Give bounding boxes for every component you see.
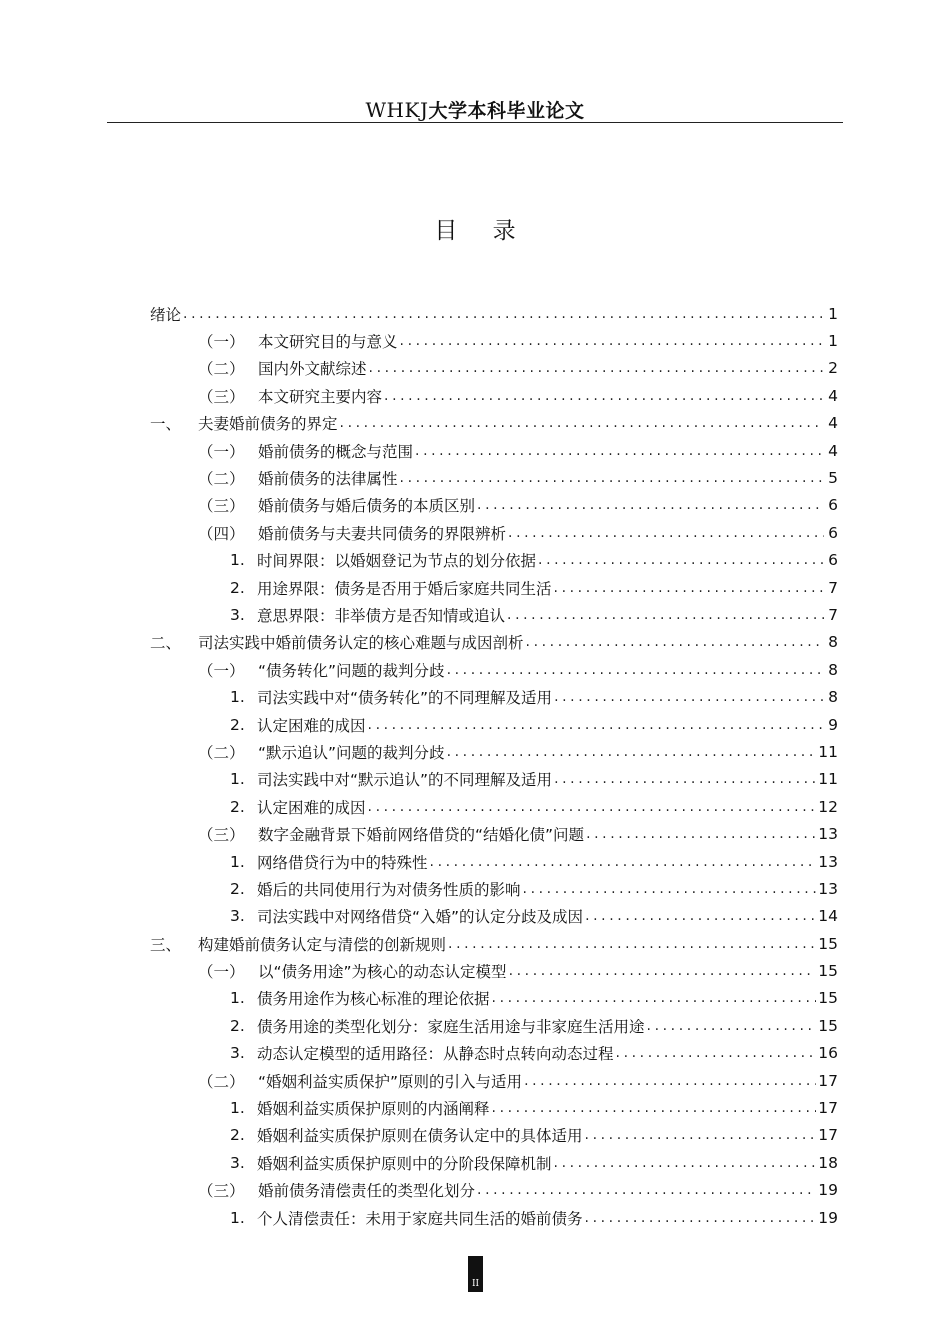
header-rule [107,122,843,123]
toc-entry[interactable] [150,547,838,574]
toc-entry-page: 1 [828,304,838,323]
toc-entry-number: 2. [230,879,245,898]
toc-entry-title: “债务转化”问题的裁判分歧 [258,661,445,680]
toc-entry-page: 17 [818,1126,838,1145]
toc-entry-title: 构建婚前债务认定与清偿的创新规则 [198,935,447,954]
toc-entry[interactable] [150,820,838,847]
toc-entry[interactable] [150,683,838,710]
toc-entry-number: （三） [198,826,245,845]
toc-entry-number: （一） [198,963,245,982]
toc-leader-dots [586,827,816,841]
toc-entry-page: 19 [818,1181,838,1200]
toc-entry-page: 8 [828,688,838,707]
toc-entry-number: 2. [230,1126,245,1145]
toc-entry-page: 13 [818,825,838,844]
toc-leader-dots [554,772,816,786]
toc-entry-title: 司法实践中对“默示追认”的不同理解及适用 [257,771,553,790]
page-header [0,96,950,123]
toc-entry[interactable] [150,1012,838,1039]
toc-entry-title: 数字金融背景下婚前网络借贷的“结婚化债”问题 [258,826,585,845]
toc-entry[interactable] [150,766,838,793]
toc-entry-page: 9 [828,715,838,734]
toc-entry-page: 17 [818,1071,838,1090]
toc-entry[interactable] [150,738,838,765]
toc-entry-number: （四） [198,524,245,543]
toc-entry[interactable] [150,382,838,409]
toc-entry[interactable] [150,355,838,382]
toc-entry-title: 意思界限：非举债方是否知情或追认 [257,606,506,625]
toc-entry-number: 3. [230,907,245,926]
toc-entry-title: 绪论 [150,305,182,324]
toc-leader-dots [447,663,824,677]
toc-leader-dots [524,1074,816,1088]
toc-entry-number: （二） [198,1072,245,1091]
toc-entry-page: 7 [828,605,838,624]
toc-entry-page: 18 [818,1153,838,1172]
toc-entry-title: 婚后的共同使用行为对债务性质的影响 [257,880,521,899]
toc-entry[interactable] [150,574,838,601]
toc-entry-page: 13 [818,852,838,871]
toc-entry-number: （一） [198,442,245,461]
toc-entry-page: 11 [818,742,838,761]
toc-entry-title: 婚姻利益实质保护原则的内涵阐释 [257,1100,490,1119]
toc-entry-title: “默示追认”问题的裁判分歧 [258,743,445,762]
toc-entry[interactable] [150,1204,838,1231]
toc-entry-page: 8 [828,633,838,652]
table-of-contents [150,300,838,1231]
toc-entry-title: 司法实践中婚前债务认定的核心难题与成因剖析 [198,634,524,653]
toc-entry-title: 本文研究主要内容 [258,387,383,406]
toc-entry-page: 15 [818,1016,838,1035]
toc-leader-dots [183,307,824,321]
toc-entry-title: 网络借贷行为中的特殊性 [257,853,428,872]
toc-entry-title: 债务用途的类型化划分：家庭生活用途与非家庭生活用途 [257,1017,645,1036]
toc-entry-title: 动态认定模型的适用路径：从静态时点转向动态过程 [257,1045,614,1064]
toc-entry-number: （三） [198,1182,245,1201]
toc-entry-page: 11 [818,770,838,789]
toc-entry-page: 15 [818,934,838,953]
toc-entry-page: 14 [818,907,838,926]
toc-entry[interactable] [150,601,838,628]
toc-entry-title: 婚前债务与婚后债务的本质区别 [258,497,476,516]
toc-entry-number: 3. [230,1153,245,1172]
toc-leader-dots [509,964,817,978]
toc-entry-page: 5 [828,469,838,488]
toc-entry-title: 本文研究目的与意义 [258,333,398,352]
toc-leader-dots [368,718,824,732]
toc-entry-title: 婚前债务清偿责任的类型化划分 [258,1182,476,1201]
toc-entry[interactable] [150,327,838,354]
toc-leader-dots [507,608,824,622]
toc-entry-number: 1. [230,551,245,570]
toc-leader-dots [554,1156,817,1170]
toc-entry-title: 以“债务用途”为核心的动态认定模型 [258,963,507,982]
toc-entry-page: 19 [818,1208,838,1227]
toc-entry-page: 4 [828,386,838,405]
header-title: 大学本科毕业论文 [428,100,585,122]
toc-entry-title: “婚姻利益实质保护”原则的引入与适用 [258,1072,523,1091]
toc-entry-number: 2. [230,1016,245,1035]
toc-entry-page: 1 [828,332,838,351]
toc-leader-dots [647,1019,817,1033]
toc-entry-title: 司法实践中对“债务转化”的不同理解及适用 [257,689,553,708]
toc-entry[interactable] [150,957,838,984]
toc-leader-dots [430,855,817,869]
toc-leader-dots [585,909,816,923]
toc-leader-dots [400,471,824,485]
toc-entry-page: 6 [828,523,838,542]
toc-entry[interactable] [150,1067,838,1094]
toc-entry[interactable] [150,930,838,957]
toc-entry-number: （一） [198,333,245,352]
toc-entry-number: 一、 [150,415,182,434]
toc-leader-dots [523,882,817,896]
toc-entry-number: 2. [230,715,245,734]
toc-leader-dots [477,498,824,512]
toc-entry-number: （三） [198,497,245,516]
toc-entry-number: （三） [198,387,245,406]
toc-entry-number: 3. [230,605,245,624]
toc-entry-title: 个人清偿责任：未用于家庭共同生活的婚前债务 [257,1209,583,1228]
toc-entry-number: 1. [230,989,245,1008]
toc-entry[interactable] [150,848,838,875]
toc-entry[interactable] [150,793,838,820]
toc-entry-number: 三、 [150,935,182,954]
toc-entry[interactable] [150,519,838,546]
toc-entry[interactable] [150,656,838,683]
toc-entry-number: 1. [230,852,245,871]
toc-entry[interactable] [150,985,838,1012]
toc-entry[interactable] [150,1177,838,1204]
toc-entry[interactable] [150,875,838,902]
toc-leader-dots [448,937,816,951]
toc-entry-number: 2. [230,797,245,816]
toc-leader-dots [492,991,817,1005]
toc-entry[interactable] [150,903,838,930]
toc-leader-dots [415,444,824,458]
toc-entry-number: （二） [198,743,245,762]
toc-leader-dots [554,581,824,595]
toc-leader-dots [554,690,824,704]
toc-leader-dots [585,1128,817,1142]
toc-entry-page: 12 [818,797,838,816]
toc-entry-title: 认定困难的成因 [257,716,366,735]
toc-entry-page: 15 [818,962,838,981]
toc-entry[interactable] [150,1094,838,1121]
toc-entry-page: 16 [818,1044,838,1063]
toc-leader-dots [369,361,824,375]
toc-entry-number: （二） [198,360,245,379]
toc-entry-number: 2. [230,578,245,597]
toc-entry-page: 6 [828,551,838,570]
toc-entry-title: 时间界限：以婚姻登记为节点的划分依据 [257,552,537,571]
toc-entry-page: 13 [818,879,838,898]
toc-entry-number: 二、 [150,634,182,653]
toc-leader-dots [616,1046,817,1060]
toc-leader-dots [400,334,824,348]
toc-entry[interactable] [150,410,838,437]
toc-entry-title: 婚姻利益实质保护原则在债务认定中的具体适用 [257,1127,583,1146]
toc-leader-dots [340,416,824,430]
toc-leader-dots [585,1211,817,1225]
toc-entry-title: 婚姻利益实质保护原则中的分阶段保障机制 [257,1154,552,1173]
header-latin: WHKJ [365,98,429,122]
toc-entry[interactable] [150,711,838,738]
toc-entry-title: 婚前债务的法律属性 [258,470,398,489]
toc-entry-number: （二） [198,470,245,489]
toc-leader-dots [492,1101,817,1115]
toc-entry-page: 7 [828,578,838,597]
toc-leader-dots [477,1183,816,1197]
toc-entry-page: 4 [828,441,838,460]
toc-entry[interactable] [150,300,838,327]
page-number: II [468,1256,483,1292]
toc-entry[interactable] [150,629,838,656]
toc-entry[interactable] [150,492,838,519]
toc-entry[interactable] [150,1122,838,1149]
toc-entry-number: 1. [230,1099,245,1118]
toc-entry-number: 1. [230,688,245,707]
toc-entry-title: 国内外文献综述 [258,360,367,379]
toc-entry-title: 司法实践中对网络借贷“入婚”的认定分歧及成因 [257,908,584,927]
toc-entry-page: 4 [828,414,838,433]
toc-entry-page: 15 [818,989,838,1008]
toc-entry-page: 6 [828,496,838,515]
toc-entry-page: 2 [828,359,838,378]
toc-leader-dots [526,635,824,649]
toc-entry-title: 婚前债务的概念与范围 [258,442,414,461]
toc-entry-title: 认定困难的成因 [257,798,366,817]
toc-entry[interactable] [150,464,838,491]
toc-entry-number: 1. [230,1208,245,1227]
toc-entry[interactable] [150,437,838,464]
toc-entry-title: 用途界限：债务是否用于婚后家庭共同生活 [257,579,552,598]
toc-entry-title: 婚前债务与夫妻共同债务的界限辨析 [258,524,507,543]
toc-entry-title: 债务用途作为核心标准的理论依据 [257,990,490,1009]
toc-entry-title: 夫妻婚前债务的界定 [198,415,338,434]
toc-entry[interactable] [150,1040,838,1067]
toc-leader-dots [508,526,824,540]
toc-leader-dots [368,800,817,814]
toc-entry-page: 17 [818,1099,838,1118]
toc-entry[interactable] [150,1149,838,1176]
toc-entry-page: 8 [828,660,838,679]
toc-leader-dots [538,553,824,567]
toc-leader-dots [384,389,824,403]
toc-title: 目 录 [434,218,530,244]
toc-entry-number: （一） [198,661,245,680]
toc-entry-number: 1. [230,770,245,789]
toc-leader-dots [447,745,817,759]
toc-entry-number: 3. [230,1044,245,1063]
